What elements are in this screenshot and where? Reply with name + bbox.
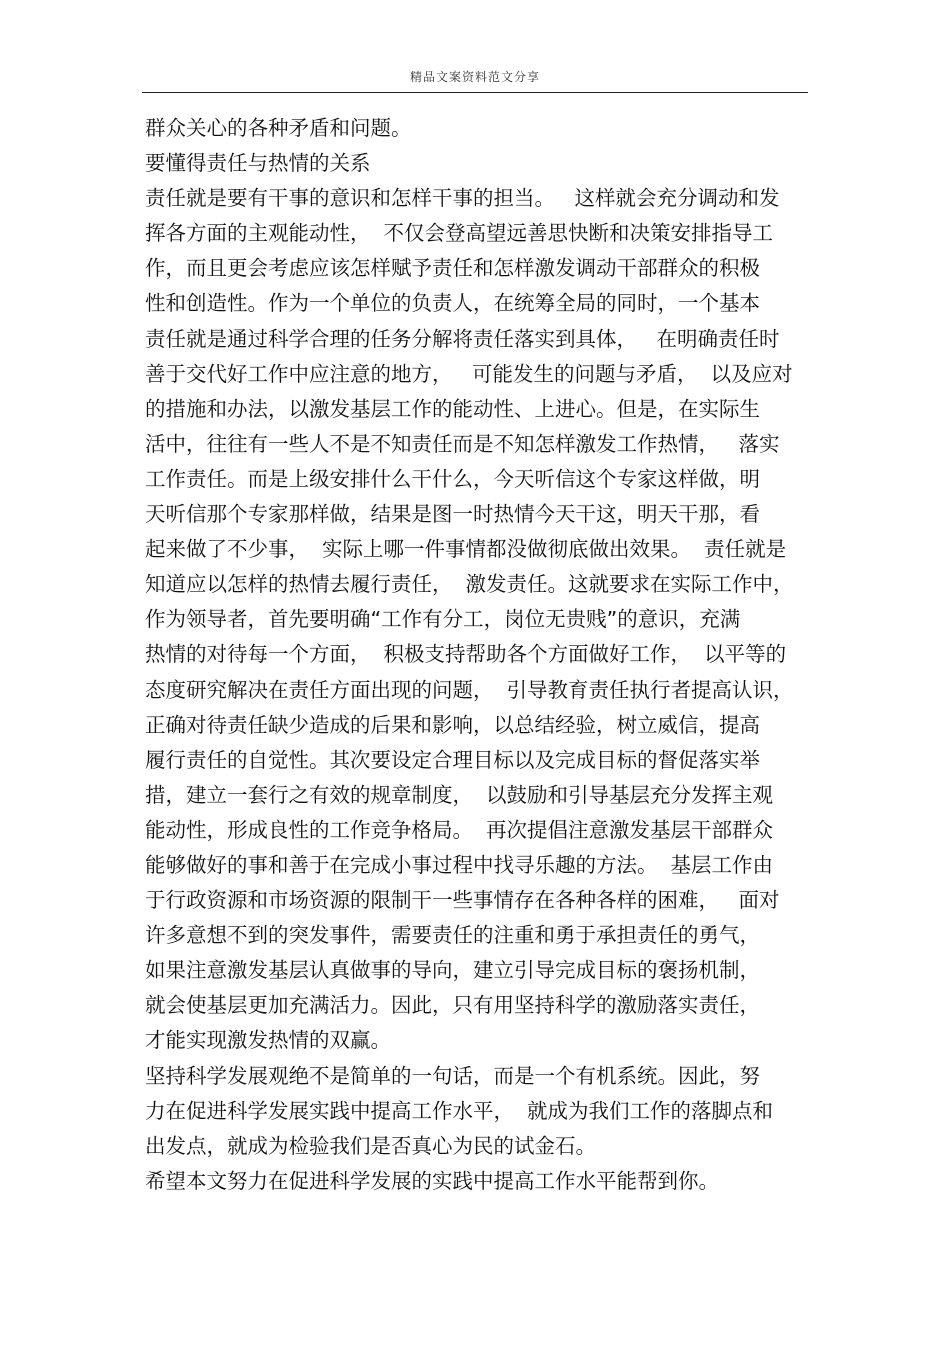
text-line: 要懂得责任与热情的关系: [145, 151, 371, 176]
text-line: 挥各方面的主观能动性， 不仅会登高望远善思快断和决策安排指导工: [145, 221, 774, 246]
text-line: 正确对待责任缺少造成的后果和影响，以总结经验，树立威信，提高: [145, 712, 760, 737]
text-line: 于行政资源和市场资源的限制干一些事情存在各种各样的困难， 面对: [145, 888, 780, 913]
text-line: 工作责任。而是上级安排什么干什么，今天听信这个专家这样做，明: [145, 466, 760, 491]
header-title: 精品文案资料范文分享: [409, 70, 540, 84]
text-line: 态度研究解决在责任方面出现的问题， 引导教育责任执行者提高认识，: [145, 677, 794, 702]
text-line: 才能实现激发热情的双赢。: [145, 1028, 391, 1053]
text-line: 许多意想不到的突发事件，需要责任的注重和勇于承担责任的勇气，: [145, 923, 760, 948]
page-header: [142, 62, 808, 93]
text-line: 措，建立一套行之有效的规章制度， 以鼓励和引导基层充分发挥主观: [145, 782, 774, 807]
text-line: 责任就是通过科学合理的任务分解将责任落实到具体， 在明确责任时: [145, 326, 780, 351]
text-line: 希望本文努力在促进科学发展的实践中提高工作水平能帮到你。: [145, 1168, 719, 1193]
text-line: 能够做好的事和善于在完成小事过程中找寻乐趣的方法。 基层工作由: [145, 852, 774, 877]
text-line: 履行责任的自觉性。其次要设定合理目标以及完成目标的督促落实举: [145, 747, 760, 772]
text-line: 性和创造性。作为一个单位的负责人，在统筹全局的同时，一个基本: [145, 291, 760, 316]
text-line: 群众关心的各种矛盾和问题。: [145, 116, 412, 140]
text-line: 就会使基层更加充满活力。因此，只有用坚持科学的激励落实责任，: [145, 993, 760, 1018]
text-line: 知道应以怎样的热情去履行责任， 激发责任。这就要求在实际工作中，: [145, 572, 794, 597]
text-line: 责任就是要有干事的意识和怎样干事的担当。 这样就会充分调动和发: [145, 186, 780, 211]
text-line: 善于交代好工作中应注意的地方， 可能发生的问题与矛盾， 以及应对: [145, 361, 793, 386]
text-line: 热情的对待每一个方面， 积极支持帮助各个方面做好工作， 以平等的: [145, 642, 787, 667]
text-line: 力在促进科学发展实践中提高工作水平， 就成为我们工作的落脚点和: [145, 1098, 774, 1123]
text-line: 天听信那个专家那样做，结果是图一时热情今天干这，明天干那，看: [145, 502, 760, 527]
text-line: 活中，往往有一些人不是不知责任而是不知怎样激发工作热情， 落实: [145, 431, 780, 456]
text-line: 能动性，形成良性的工作竞争格局。 再次提倡注意激发基层干部群众: [145, 817, 774, 842]
text-line: 坚持科学发展观绝不是简单的一句话，而是一个有机系统。因此，努: [145, 1063, 760, 1088]
text-line: 的措施和办法，以激发基层工作的能动性、上进心。但是，在实际生: [145, 396, 760, 421]
text-line: 作为领导者，首先要明确“工作有分工，岗位无贵贱”的意识，充满: [145, 607, 741, 632]
text-line: 出发点，就成为检验我们是否真心为民的试金石。: [145, 1133, 596, 1158]
document-body: [145, 111, 807, 1199]
text-line: 起来做了不少事， 实际上哪一件事情都没做彻底做出效果。 责任就是: [145, 537, 787, 562]
text-line: 作，而且更会考虑应该怎样赋予责任和怎样激发调动干部群众的积极: [145, 256, 760, 281]
text-line: 如果注意激发基层认真做事的导向，建立引导完成目标的褒扬机制，: [145, 958, 760, 983]
